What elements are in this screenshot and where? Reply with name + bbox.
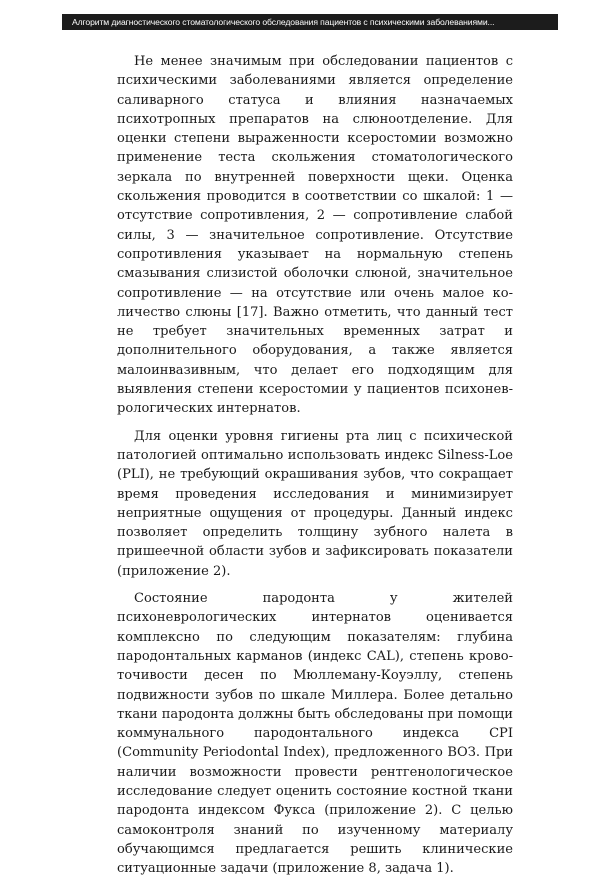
paragraph-oral-hygiene: Для оценки уровня гигиены рта лиц с психической патологией оптимально использовать индекс Silness-Loe (PLI), не требующий окрашивания зубов, что сокращает время проведения исследования и минимизирует неприятные ощущения от процедуры. Данный индекс позволяет определить толщину зубного налета в пришеечной области зубов и зафиксировать показатели (приложение 2). [117,428,513,579]
running-header-title: Алгоритм диагностического стоматологического обследования пациентов с психическими заболеваниями... [72,17,495,27]
paragraph-salivary-status: Не менее значимым при обследовании пациентов с психическими заболеваниями является определение саливарного статуса и влияния назначаемых психотропных препаратов на слюноотделение. Для оценки степени выраженности ксеростомии возможно применение теста скольжения стоматологического зеркала по внутренней поверхности щеки. Оценка скольжения проводится в соответствии со шкалой: 1 — отсутствие сопротивления, 2 — сопротивление слабой силы, 3 — значительное сопротивление. Отсутствие сопротивления указывает на нормальную степень смазывания слизистой оболочки слюной, значительное сопротивление — на отсутствие или очень малое количество слюны [17]. Важно отметить, что данный тест не требует значительных временных затрат и дополнительного оборудования, а также является малоинвазивным, что делает его подходящим для выявления степени ксеростомии у пациентов психоневрологических интернатов. [117,54,513,417]
page-body [117,52,513,886]
paragraph-periodontium: Состояние пародонта у жителей психоневрологических интернатов оценивается комплексно по следующим показателям: глубина пародонтальных карманов (индекс CAL), степень кровоточивости десен по Мюллеману-Коуэллу, степень подвижности зубов по шкале Миллера. Более детально ткани пародонта должны быть обследованы при помощи коммунального пародонтального индекса CPI (Community Periodontal Index), предложенного ВОЗ. При наличии возможности провести рентгенологическое исследование следует оценить состояние костной ткани пародонта индексом Фукса (приложение 2). С целью самоконтроля знаний по изученному материалу обучающимся предлагается решить клинические ситуационные задачи (приложение 8, задача 1). [117,591,513,877]
running-header [62,14,558,30]
